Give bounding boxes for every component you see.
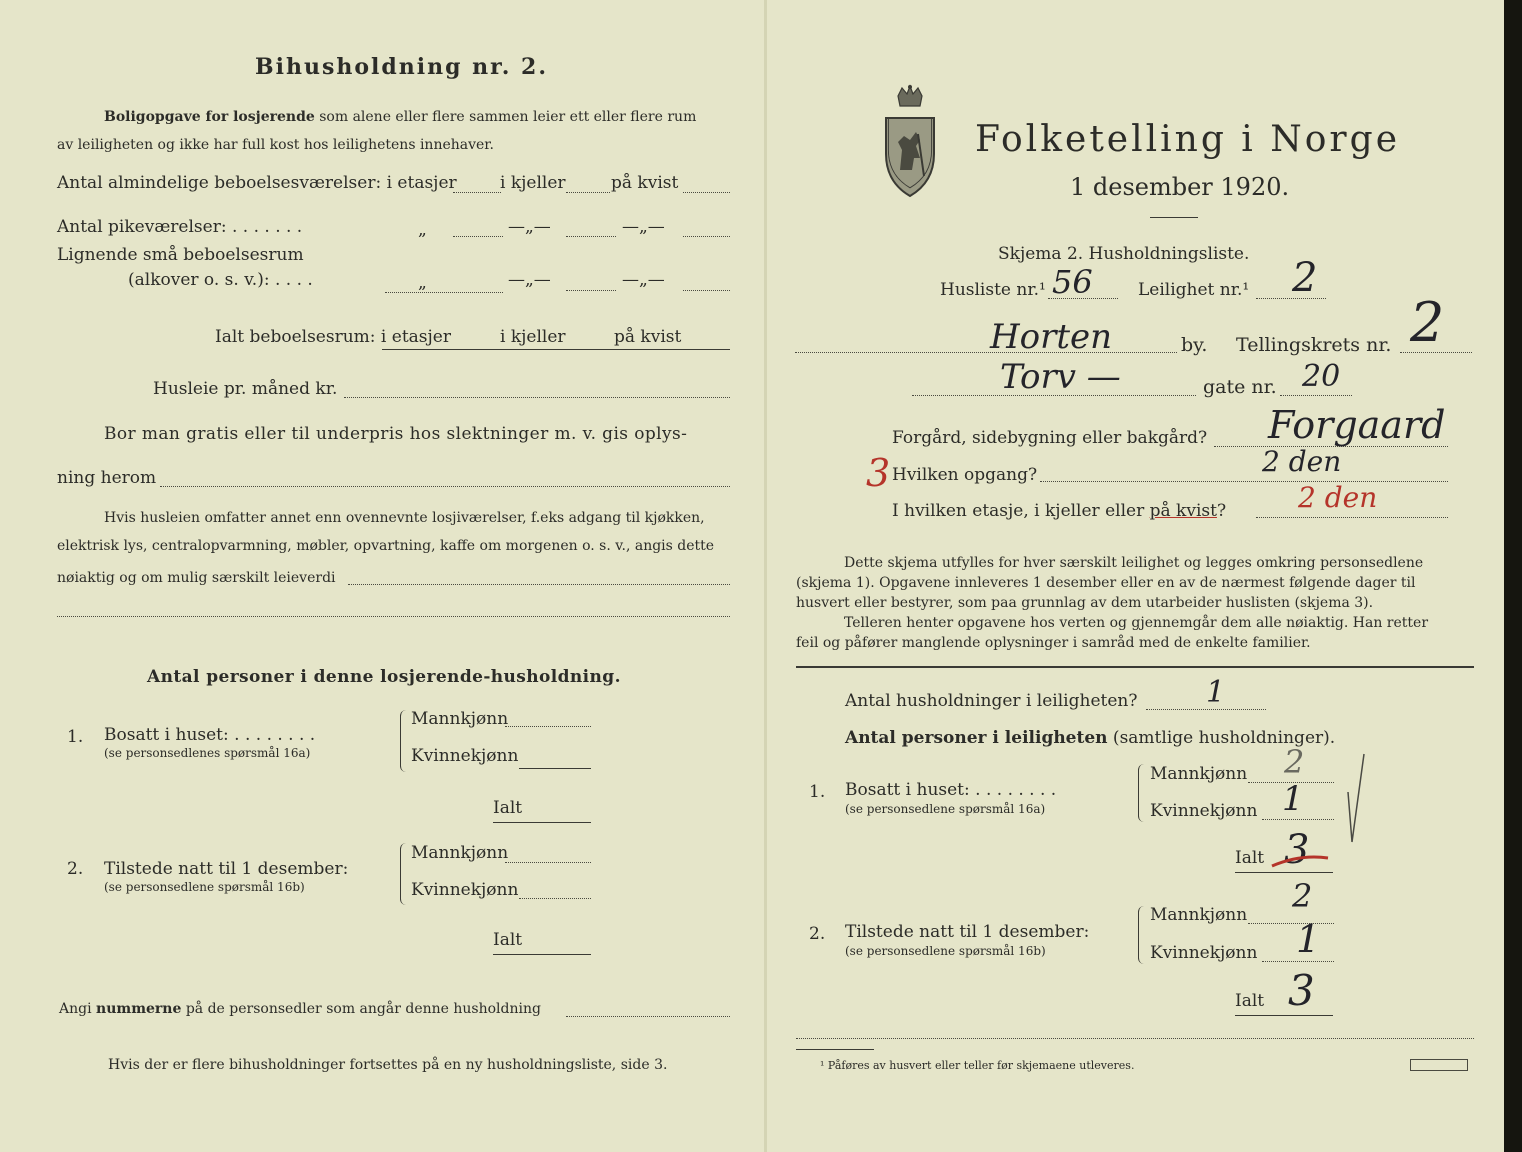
scan-edge [1504,0,1522,1152]
gratis-answer-line [160,486,730,487]
right-date: 1 desember 1920. [1070,173,1290,201]
rooms-kvist-line [683,192,730,193]
right-q2-sub: (se personsedlene spørsmål 16b) [845,944,1046,958]
right-q1-label: Bosatt i huset: . . . . . . . . [845,780,1057,800]
hvis-answer-line-1 [348,584,730,585]
gate-value: Torv — [1000,357,1121,397]
etasje-label-underlined: på kvist [1149,501,1217,521]
husliste-label: Husliste nr.¹ [940,280,1046,300]
rooms-kjeller-line [566,192,610,193]
pike-ditto-2: —„— [508,217,551,237]
gate-nr-line [1280,395,1352,396]
ialt-rooms-kjeller: i kjeller [500,327,566,347]
left-personer-heading: Antal personer i denne losjerende-husholdning. [147,667,621,687]
left-q2-ialt-label: Ialt [493,930,523,950]
gate-line [912,395,1196,396]
instr-line-1: Dette skjema utfylles for hver særskilt leilighet og legges omkring personsedlene [844,555,1424,571]
left-q2-mann-line [505,862,591,863]
left-title: Bihusholdning nr. 2. [255,54,548,80]
coat-of-arms-icon [880,84,940,200]
right-q1-mann-label: Mannkjønn [1150,764,1248,784]
pike-ditto-3: —„— [622,217,665,237]
hvis-line-2: elektrisk lys, centralopvarmning, møbler, opvartning, kaffe om morgenen o. s. v., angis dette [57,538,715,554]
lignende-line-a [385,292,503,293]
right-q1-kvinne-line [1262,819,1334,820]
lignende-ditto-3: —„— [622,270,665,290]
tellingskrets-label: Tellingskrets nr. [1236,334,1392,356]
hvis-line-3: nøiaktig og om mulig særskilt leieverdi [57,570,336,586]
husleie-line [344,397,730,398]
ialt-rooms-label: Ialt beboelsesrum: i etasjer [215,327,451,347]
lignende-line-2: (alkover o. s. v.): . . . . [128,270,313,290]
left-q2-brace [400,843,409,905]
by-line [795,352,1177,353]
right-q1-number: 1. [809,782,826,802]
forgard-value: Forgaard [1268,403,1446,447]
skjema-line: Skjema 2. Husholdningsliste. [998,244,1250,264]
lignende-line-1: Lignende små beboelsesrum [57,245,304,265]
etasje-label [892,503,1226,520]
right-personer-heading [845,730,1335,747]
opgang-value: 2 den [1262,445,1342,478]
instr-line-3: husvert eller bestyrer, som paa grunnlag av dem utarbeider huslisten (skjema 3). [796,595,1374,611]
etasje-label-post: ? [1216,501,1227,521]
angi-post: på de personsedler som angår denne husholdning [181,1001,541,1017]
lignende-line-c [683,290,730,291]
printer-stamp [1410,1059,1468,1071]
rooms-kvist-label: på kvist [611,173,679,193]
right-q2-number: 2. [809,924,826,944]
etasje-label-pre: I hvilken etasje, i kjeller eller [892,501,1150,521]
by-value: Horten [990,317,1113,357]
angi-answer-line [566,1016,730,1017]
right-q2-ialt-line [1235,1015,1333,1016]
gratis-line-2: ning herom [57,468,157,488]
red-check-mark [1270,852,1330,872]
instr-line-5: feil og påfører manglende oplysninger i samråd med de enkelte familier. [796,635,1311,651]
tellingskrets-value: 2 [1410,291,1445,354]
hvis-line-1: Hvis husleien omfatter annet enn ovennevnte losjiværelser, f.eks adgang til kjøkken, [104,510,705,526]
gate-nr-value: 20 [1302,359,1341,394]
tick-mark [1344,752,1368,848]
opgang-label: Hvilken opgang? [892,465,1038,485]
right-q1-ialt-value: 3 [1284,827,1310,873]
opgang-margin-mark: 3 [866,451,891,495]
leilighet-label: Leilighet nr.¹ [1138,280,1250,300]
gate-label: gate nr. [1203,376,1277,398]
hvis-answer-line-2 [57,616,730,617]
rooms-kjeller-label: i kjeller [500,173,566,193]
left-q2-sub: (se personsedlene spørsmål 16b) [104,880,305,894]
right-q2-ialt-label: Ialt [1235,991,1265,1011]
by-label: by. [1181,334,1208,356]
right-q2-mann-label: Mannkjønn [1150,905,1248,925]
intro-line-1 [104,110,696,124]
left-q2-kvinne-label: Kvinnekjønn [411,880,519,900]
left-q2-number: 2. [67,859,84,879]
left-q1-ialt-line [493,822,591,823]
right-q2-mann-line [1248,923,1334,924]
instructions-divider [796,666,1474,668]
footnote: ¹ Påføres av husvert eller teller før skjemaene utleveres. [820,1059,1135,1072]
right-q2-ialt-value: 3 [1288,966,1315,1015]
right-q1-ialt-label: Ialt [1235,848,1265,868]
angi-pre: Angi [59,1001,97,1017]
intro-rest: som alene eller flere sammen leier ett eller flere rum [314,109,697,125]
right-q1-kvinne-value: 1 [1282,779,1304,819]
left-q1-sub: (se personsedlenes spørsmål 16a) [104,746,311,760]
angi-bold: nummerne [96,1001,182,1017]
left-footer: Hvis der er flere bihusholdninger fortsettes på en ny husholdningsliste, side 3. [108,1057,668,1073]
title-divider [1150,217,1198,218]
right-q2-brace [1138,906,1147,964]
right-q2-kvinne-label: Kvinnekjønn [1150,943,1258,963]
left-q1-mann-line [505,726,591,727]
footnote-rule [796,1038,1474,1039]
right-q2-kvinne-value: 1 [1296,917,1321,961]
gratis-line-1: Bor man gratis eller til underpris hos slektninger m. v. gis oplys- [104,424,688,444]
left-q1-kvinne-label: Kvinnekjønn [411,746,519,766]
forgard-label: Forgård, sidebygning eller bakgård? [892,428,1208,448]
right-q2-kvinne-line [1262,961,1334,962]
rooms-etasjer-line [453,192,501,193]
footnote-short-rule [796,1049,874,1050]
left-q2-label: Tilstede natt til 1 desember: [104,859,349,879]
instr-line-2: (skjema 1). Opgavene innleveres 1 desember eller en av de nærmest følgende dager til [796,575,1416,591]
intro-bold: Boligopgave for losjerende [104,109,315,125]
ialt-rooms-underline [382,349,730,350]
left-q1-number: 1. [67,727,84,747]
right-personer-bold: Antal personer i leiligheten [845,728,1108,748]
husleie-label: Husleie pr. måned kr. [153,379,338,399]
left-q1-kvinne-line [519,768,591,769]
pike-line-3 [683,236,730,237]
lignende-ditto-2: —„— [508,270,551,290]
left-q2-mann-label: Mannkjønn [411,843,509,863]
left-q2-kvinne-line [519,898,591,899]
right-q1-kvinne-label: Kvinnekjønn [1150,801,1258,821]
left-q2-ialt-line [493,954,591,955]
lignende-line-b [566,290,616,291]
right-q1-sub: (se personsedlene spørsmål 16a) [845,802,1046,816]
lignende-ditto-1: „ [418,273,427,293]
pike-ditto-1: „ [418,220,427,240]
left-q1-ialt-label: Ialt [493,798,523,818]
pike-line-1 [453,236,503,237]
right-q2-label: Tilstede natt til 1 desember: [845,922,1090,942]
page-fold [764,0,767,1152]
right-personer-rest: (samtlige husholdninger). [1107,728,1336,748]
pike-line-2 [566,236,616,237]
right-q1-mann-value: 2 [1284,743,1305,781]
etasje-line [1256,517,1448,518]
pike-label: Antal pikeværelser: . . . . . . . [57,217,303,237]
instr-line-4: Telleren henter opgavene hos verten og gjennemgår dem alle nøiaktig. Han retter [844,615,1429,631]
ialt-rooms-kvist: på kvist [614,327,682,347]
husholdninger-label: Antal husholdninger i leiligheten? [845,691,1138,711]
opgang-line [1040,481,1448,482]
left-q1-label: Bosatt i huset: . . . . . . . . [104,725,316,745]
right-q2-mann-value: 2 [1292,877,1313,915]
intro-line-2: av leiligheten og ikke har full kost hos leilighetens innehaver. [57,137,494,153]
left-q1-mann-label: Mannkjønn [411,709,509,729]
left-q1-brace [400,710,409,772]
husholdninger-value: 1 [1206,675,1226,710]
instructions [796,553,1474,653]
rooms-label: Antal almindelige beboelsesværelser: i etasjer [57,173,457,193]
right-q1-brace [1138,764,1147,822]
leilighet-value: 2 [1292,255,1318,301]
right-title: Folketelling i Norge [975,119,1400,160]
angi-line [59,1002,541,1016]
etasje-value: 2 den [1298,481,1378,514]
husliste-value: 56 [1052,263,1093,301]
